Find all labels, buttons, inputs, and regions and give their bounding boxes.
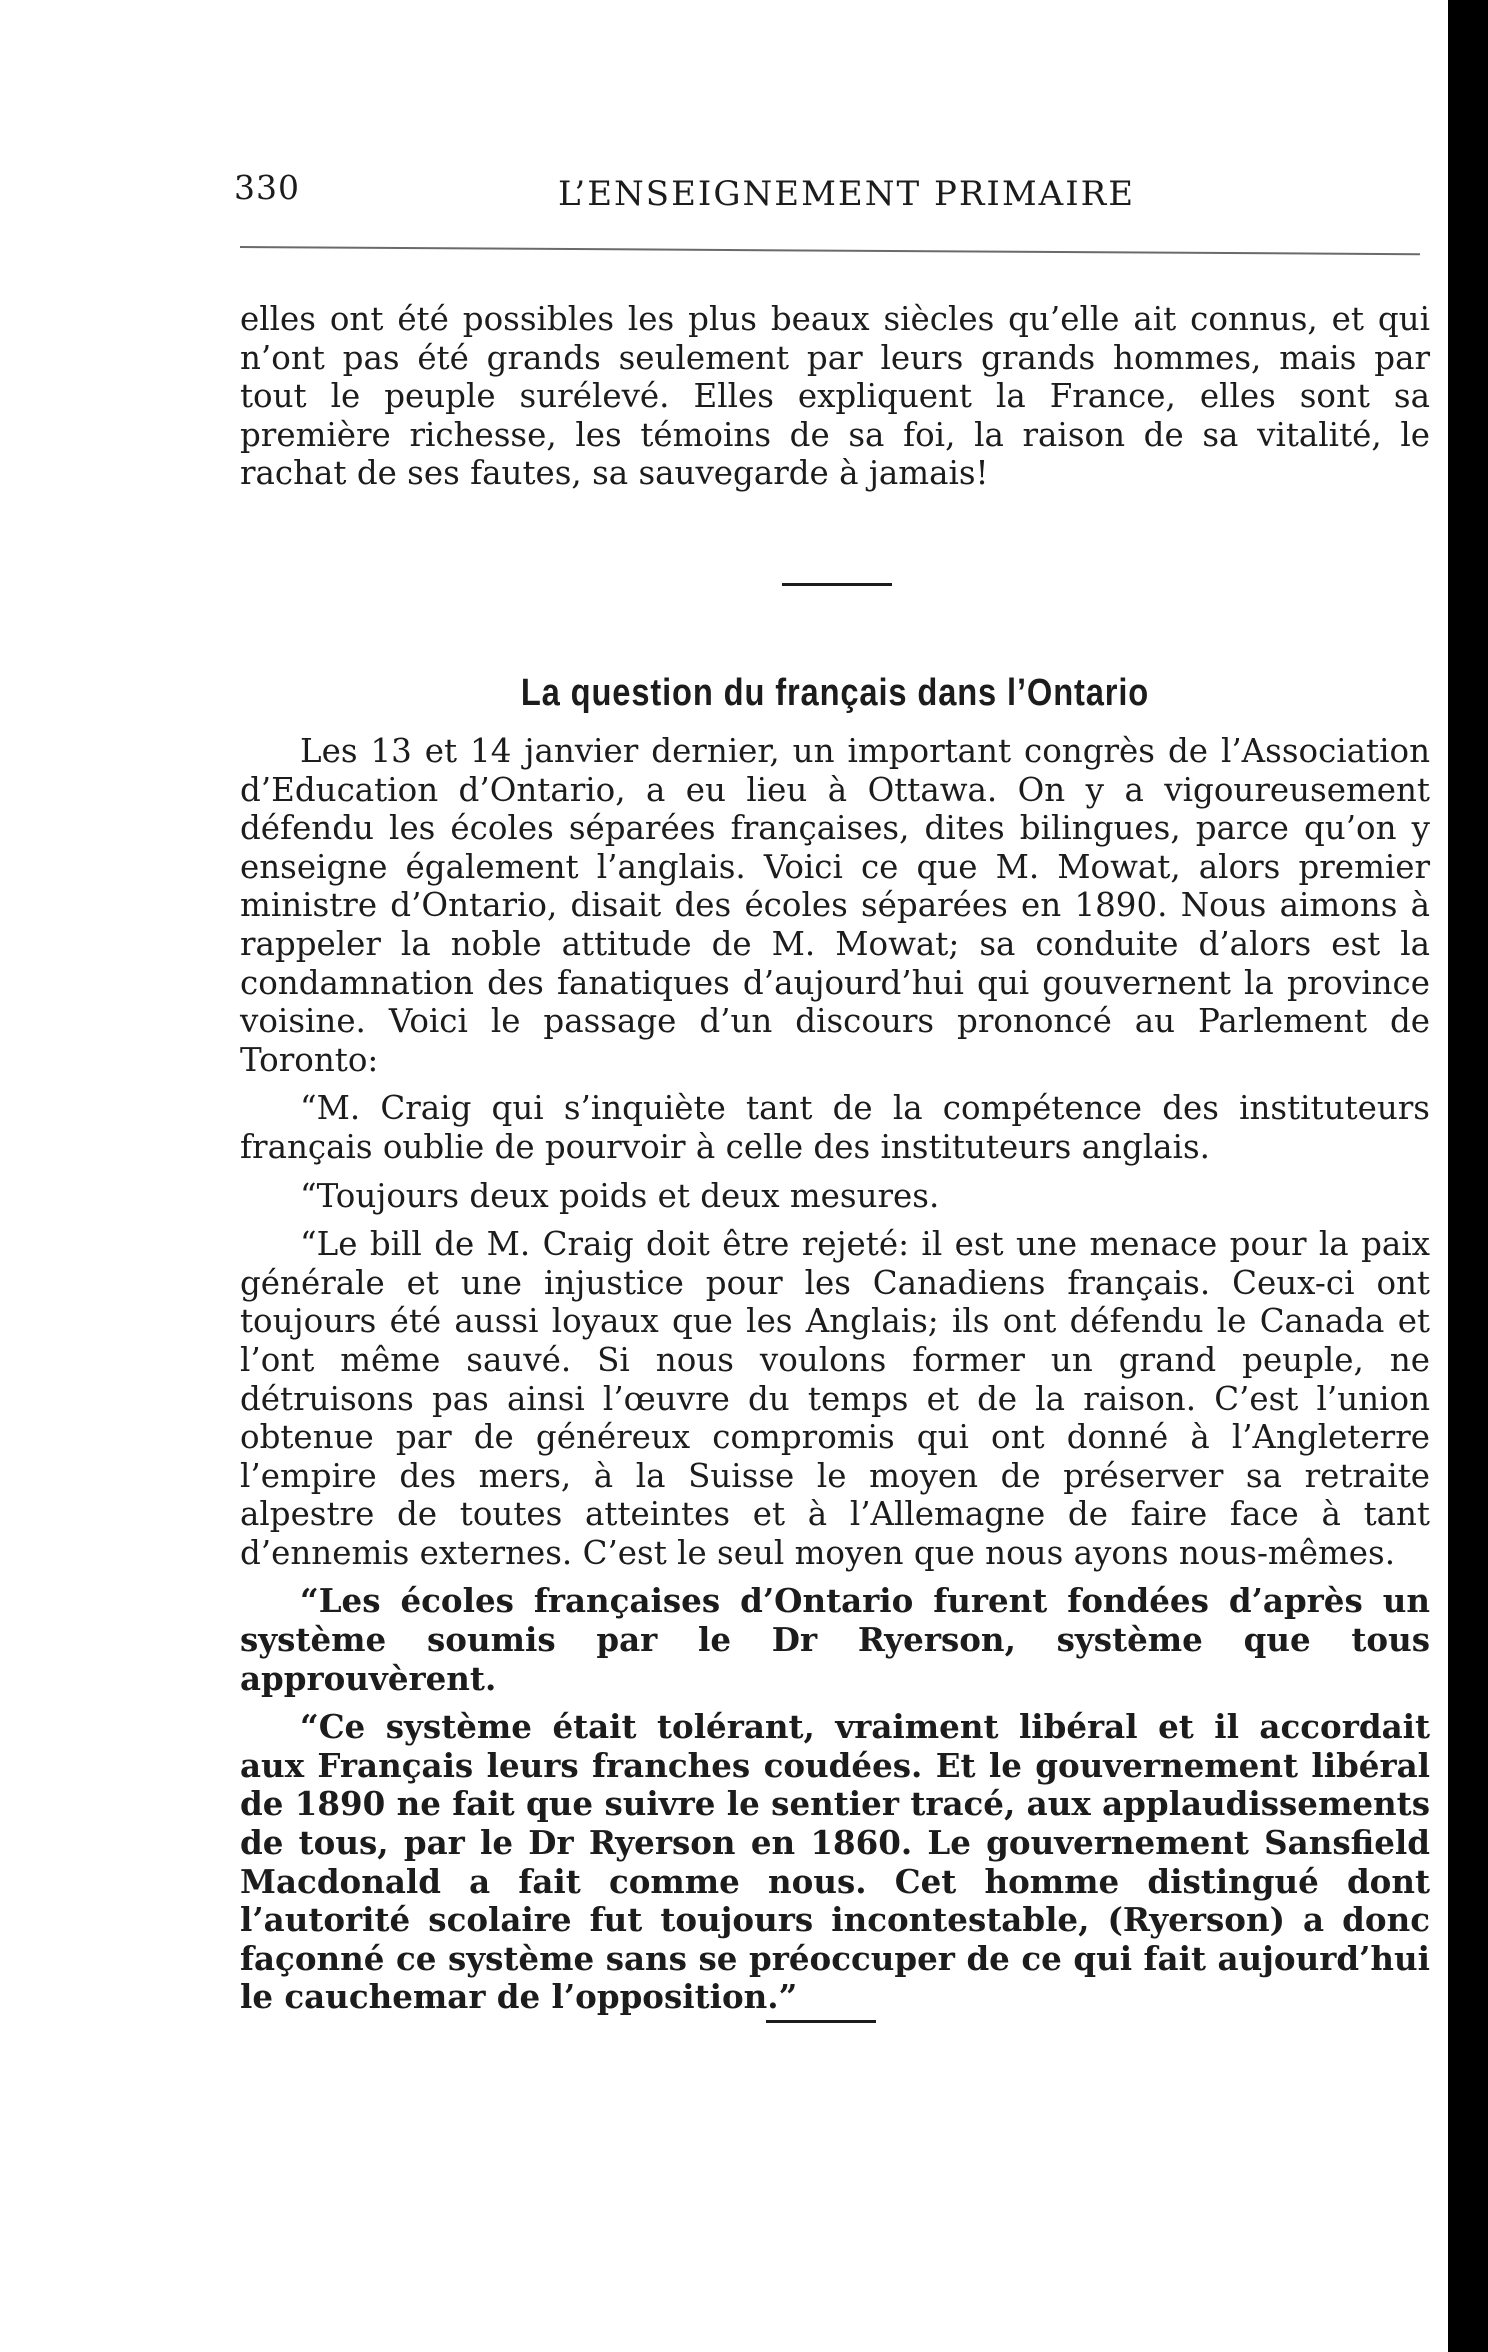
running-title: L’ENSEIGNEMENT PRIMAIRE: [558, 174, 1136, 214]
page-header: [228, 168, 1418, 228]
page-number: 330: [234, 168, 300, 207]
quote-paragraph: “Les écoles françaises d’Ontario furent fondées d’après un système soumis par le Dr Ryerson, système que tous approuvèrent.: [240, 1581, 1430, 1698]
quote-paragraph: “Le bill de M. Craig doit être rejeté: il est une menace pour la paix générale et une injustice pour les Canadiens français. Ceux-ci ont toujours été aussi loyaux que les Anglais; ils ont défendu le Canada et l’ont même sauvé. Si nous voulons former un grand peuple, ne détruisons pas ainsi l’œuvre du temps et de la raison. C’est l’union obtenue par de généreux compromis qui ont donné à l’Angleterre l’empire des mers, à la Suisse le moyen de préserver sa retraite alpestre de toutes atteintes et à l’Allemagne de faire face à tant d’ennemis externes. C’est le seul moyen que nous ayons nous-mêmes.: [240, 1225, 1430, 1572]
article-paragraph: Les 13 et 14 janvier dernier, un important congrès de l’Association d’Education d’Ontario, a eu lieu à Ottawa. On y a vigoureusement défendu les écoles séparées françaises, dites bilingues, parce qu’on y enseigne également l’anglais. Voici ce que M. Mowat, alors premier ministre d’Ontario, disait des écoles séparées en 1890. Nous aimons à rappeler la noble attitude de M. Mowat; sa conduite d’alors est la condamnation des fanatiques d’aujourd’hui qui gouvernent la province voisine. Voici le passage d’un discours prononcé au Parlement de Toronto:: [240, 732, 1430, 1079]
intro-passage: [240, 300, 1430, 493]
section-title: La question du français dans l’Ontario: [520, 671, 1150, 714]
section-separator-bottom: [766, 2020, 876, 2023]
quote-paragraph: “Toujours deux poids et deux mesures.: [300, 1176, 940, 1215]
quote-paragraph: “M. Craig qui s’inquiète tant de la compétence des instituteurs français oublie de pourvoir à celle des instituteurs anglais.: [240, 1089, 1430, 1166]
quote-paragraph: “Ce système était tolérant, vraiment libéral et il accordait aux Français leurs franches coudées. Et le gouvernement libéral de 1890 ne fait que suivre le sentier tracé, aux applaudissements de tous, par le Dr Ryerson en 1860. Le gouvernement Sansfield Macdonald a fait comme nous. Cet homme distingué dont l’autorité scolaire fut toujours incontestable, (Ryerson) a donc façonné ce système sans se préoccuper de ce qui fait aujourd’hui le cauchemar de l’opposition.”: [240, 1707, 1430, 2017]
section-separator-top: [782, 583, 892, 586]
intro-paragraph: elles ont été possibles les plus beaux siècles qu’elle ait connus, et qui n’ont pas été grands seulement par leurs grands hommes, mais par tout le peuple surélevé. Elles expliquent la France, elles sont sa première richesse, les témoins de sa foi, la raison de sa vitalité, le rachat de ses fautes, sa sauvegarde à jamais!: [240, 300, 1430, 493]
article-body: [240, 732, 1430, 2017]
header-rule: [240, 246, 1420, 255]
